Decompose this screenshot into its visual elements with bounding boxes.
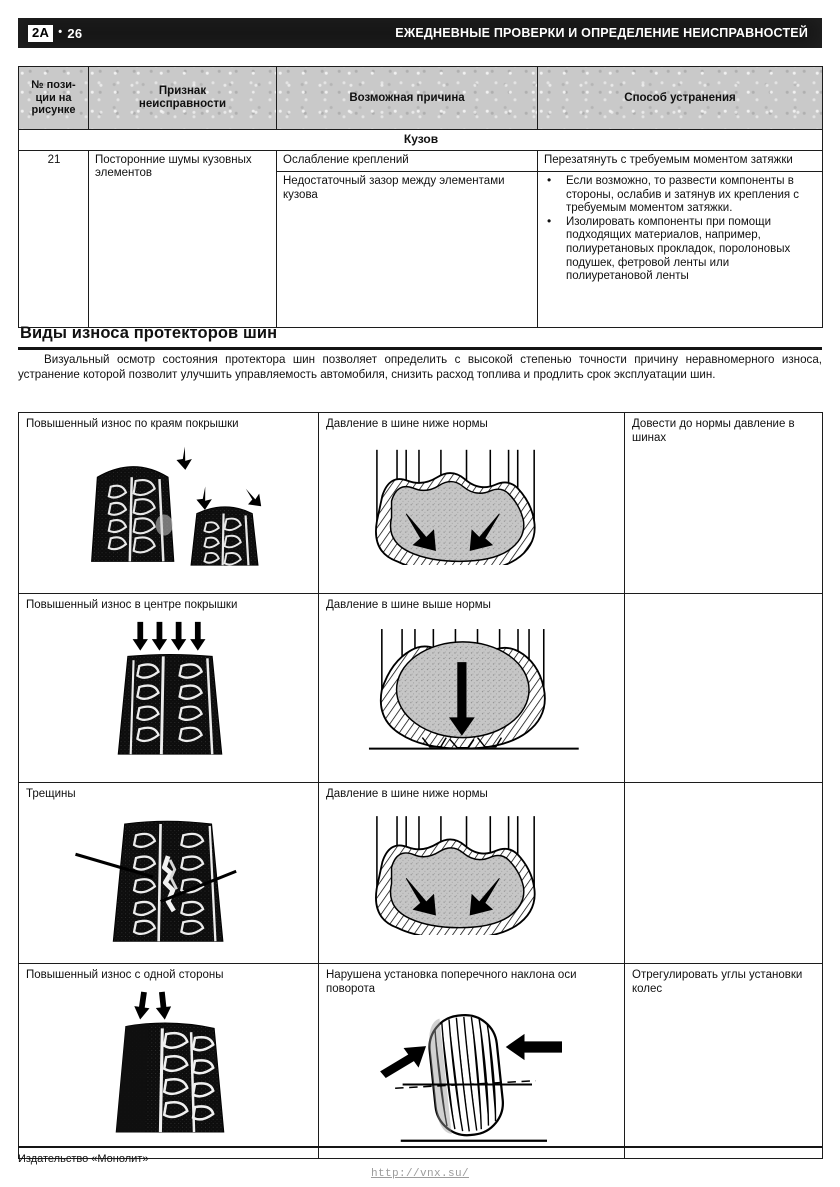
cell-wear-type (19, 594, 319, 783)
badge-separator: • (58, 26, 63, 38)
cell-remedy: Довести до нормы давление в шинах (625, 413, 823, 594)
table-row (19, 783, 823, 964)
column-header-position-line3: рисунке (31, 104, 76, 117)
group-title-kuzov: Кузов (19, 130, 823, 151)
remedy-bullet: • Если возможно, то развести компоненты в стороны, ослабив и затянув их крепления с требуемым моментом затяжки. (544, 175, 817, 216)
cause-label: Давление в шине ниже нормы (326, 418, 488, 430)
cause-label: Нарушена установка поперечного наклона оси поворота (326, 969, 577, 995)
cell-remedy (625, 594, 823, 783)
column-header-symptom-line2: неисправности (138, 98, 227, 110)
column-header-remedy: Способ устранения (538, 67, 823, 130)
column-header-symptom (89, 67, 277, 130)
tire-center-wear-photo (26, 618, 312, 758)
page-header (18, 18, 822, 48)
remedy-bullet: • Изолировать компоненты при помощи подходящих материалов, например, полиуретановых прокладок, поролоновых подушек, фетровой ленты или полиуретановой ленты (544, 216, 817, 284)
cell-cause (319, 413, 625, 594)
table-row (19, 413, 823, 594)
wheel-camber-diagram (326, 1002, 618, 1152)
section-title: Виды износа протекторов шин (20, 324, 278, 342)
table-group-header-row (19, 130, 823, 151)
cell-cause: Недостаточный зазор между элементами кузова (277, 172, 538, 328)
cell-symptom: Посторонние шумы кузовных элементов (89, 150, 277, 328)
cell-remedy: Отрегулировать углы установки колес (625, 964, 823, 1159)
column-header-position-line2: ции на (35, 91, 72, 104)
tire-one-side-wear-photo (26, 988, 312, 1134)
chapter-badge: 2A (28, 25, 53, 42)
wear-type-label: Повышенный износ в центре покрышки (26, 599, 238, 611)
publisher-label: Издательство «Монолит» (18, 1153, 149, 1165)
cell-wear-type (19, 964, 319, 1159)
table-row (19, 964, 823, 1159)
fault-diagnosis-table (18, 66, 823, 328)
chapter-page-badge (28, 25, 82, 42)
page-number: 26 (67, 25, 83, 41)
section-intro (18, 352, 822, 383)
tire-cracks-photo (26, 807, 312, 945)
cell-wear-type (19, 783, 319, 964)
header-title: ЕЖЕДНЕВНЫЕ ПРОВЕРКИ И ОПРЕДЕЛЕНИЕ НЕИСПРАВНОСТЕЙ (395, 26, 808, 40)
wear-type-label: Трещины (26, 788, 76, 800)
section-heading-block (18, 324, 822, 350)
watermark-url: http://vnx.su/ (370, 1168, 469, 1180)
intro-paragraph: Визуальный осмотр состояния протектора шин позволяет определить с высокой степенью точности причину неравномерного износа, устранение которой позволит улучшить управляемость автомобиля, снизить расход топлива и продлить срок эксплуатации шин. (18, 353, 822, 382)
cell-cause (319, 783, 625, 964)
table-row (19, 150, 823, 172)
cause-label: Давление в шине ниже нормы (326, 788, 488, 800)
under-inflated-tire-diagram (326, 807, 618, 935)
over-inflated-tire-diagram (326, 618, 618, 756)
cause-label: Давление в шине выше нормы (326, 599, 491, 611)
cell-wear-type (19, 413, 319, 594)
column-header-position (19, 67, 89, 130)
column-header-position-line1: № пози- (31, 79, 76, 92)
cell-cause: Ослабление креплений (277, 150, 538, 172)
column-header-symptom-line1: Признак (158, 85, 207, 97)
remedy-bullet-list (544, 175, 817, 284)
tire-wear-table (18, 412, 823, 1159)
cell-position: 21 (19, 150, 89, 328)
footer-rule (18, 1146, 822, 1148)
cell-cause (319, 594, 625, 783)
cell-remedy: Перезатянуть с требуемым моментом затяжки (538, 150, 823, 172)
cell-remedy (625, 783, 823, 964)
section-rule (18, 347, 822, 350)
cell-remedy (538, 172, 823, 328)
column-header-cause: Возможная причина (277, 67, 538, 130)
table-header-row (19, 67, 823, 130)
cell-cause (319, 964, 625, 1159)
wear-type-label: Повышенный износ по краям покрышки (26, 418, 239, 430)
table-row (19, 594, 823, 783)
under-inflated-tire-diagram (326, 437, 618, 565)
wear-type-label: Повышенный износ с одной стороны (26, 969, 224, 981)
tire-edge-wear-photo (26, 437, 312, 569)
